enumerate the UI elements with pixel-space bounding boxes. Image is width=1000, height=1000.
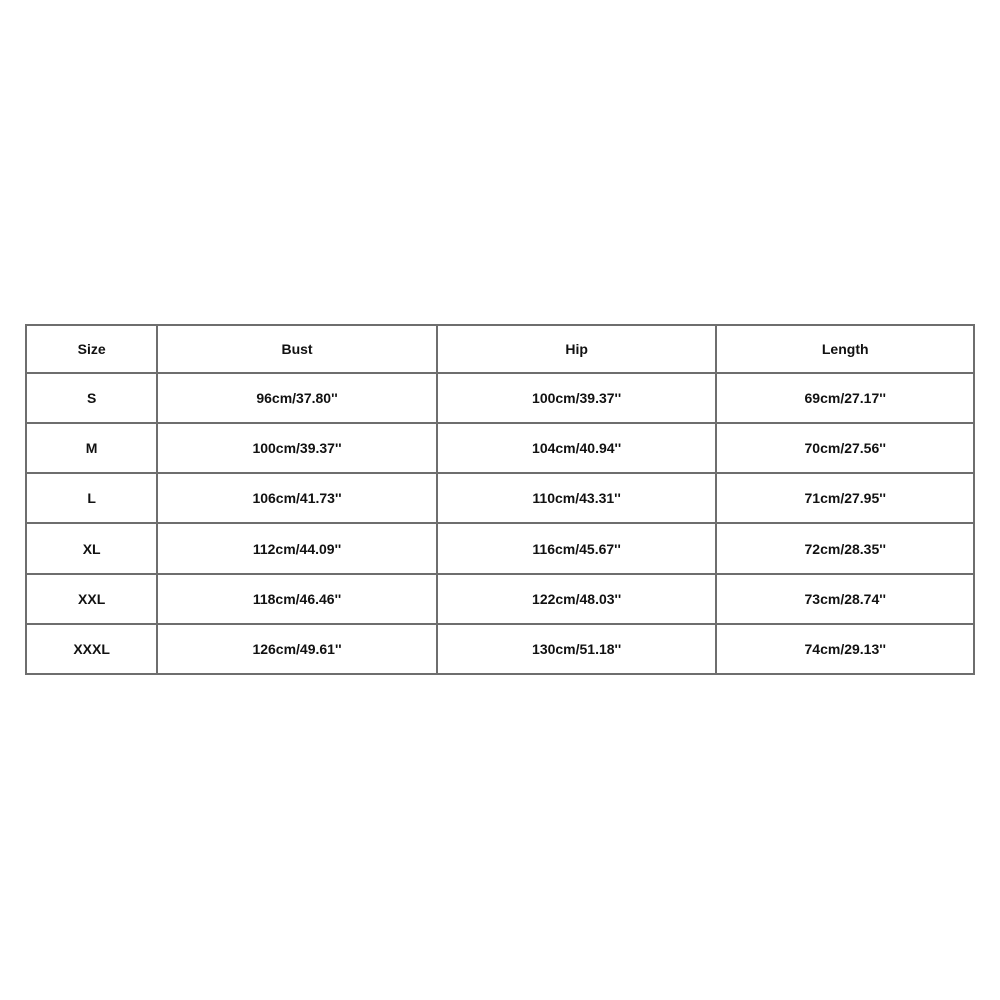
hip-cell: 104cm/40.94'' [437,423,717,473]
bust-cell: 106cm/41.73'' [157,473,437,523]
bust-cell: 96cm/37.80'' [157,373,437,423]
table-header-row [26,325,974,373]
length-cell: 73cm/28.74'' [716,574,974,624]
table-row [26,423,974,473]
table-row [26,373,974,423]
table-row [26,473,974,523]
bust-cell: 126cm/49.61'' [157,624,437,674]
hip-cell: 116cm/45.67'' [437,523,717,573]
header-hip: Hip [437,325,717,373]
table-row [26,574,974,624]
hip-cell: 130cm/51.18'' [437,624,717,674]
size-cell: S [26,373,157,423]
size-cell: M [26,423,157,473]
size-cell: XXL [26,574,157,624]
header-length: Length [716,325,974,373]
size-cell: XXXL [26,624,157,674]
bust-cell: 118cm/46.46'' [157,574,437,624]
table-row [26,523,974,573]
header-size: Size [26,325,157,373]
table-row [26,624,974,674]
bust-cell: 112cm/44.09'' [157,523,437,573]
length-cell: 70cm/27.56'' [716,423,974,473]
length-cell: 69cm/27.17'' [716,373,974,423]
size-cell: L [26,473,157,523]
hip-cell: 110cm/43.31'' [437,473,717,523]
header-bust: Bust [157,325,437,373]
size-cell: XL [26,523,157,573]
size-chart-table [25,324,975,675]
length-cell: 71cm/27.95'' [716,473,974,523]
length-cell: 72cm/28.35'' [716,523,974,573]
length-cell: 74cm/29.13'' [716,624,974,674]
hip-cell: 122cm/48.03'' [437,574,717,624]
bust-cell: 100cm/39.37'' [157,423,437,473]
hip-cell: 100cm/39.37'' [437,373,717,423]
